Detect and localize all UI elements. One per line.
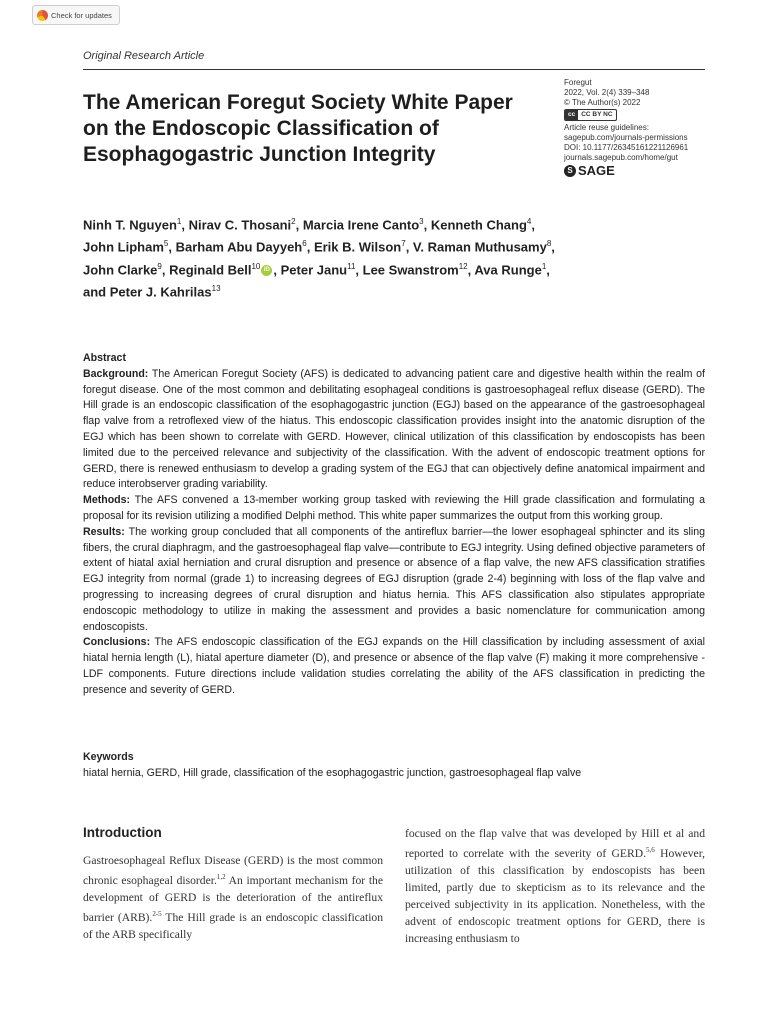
reuse-link[interactable]: sagepub.com/journals-permissions xyxy=(564,133,688,142)
intro-left-text-1: Gastroesophageal Reflux Disease (GERD) is the most common chronic esophageal disorder. xyxy=(83,854,383,887)
abstract xyxy=(83,351,705,699)
crossmark-icon xyxy=(37,10,48,21)
intro-right-text-1: focused on the flap valve that was developed by Hill et al and reported to correlate with the severity of GERD. xyxy=(405,827,705,860)
author-affiliation: 13 xyxy=(211,283,221,293)
keywords-text: hiatal hernia, GERD, Hill grade, classification of the esophagogastric junction, gastroesophageal flap valve xyxy=(83,766,582,779)
intro-left-text-3: The Hill grade is an endoscopic classification of the ARB specifically xyxy=(83,910,384,941)
author-affiliation: 2 xyxy=(291,217,296,226)
check-for-updates-badge[interactable] xyxy=(32,5,120,25)
conclusions-text: The AFS endoscopic classification of the EGJ expands on the Hill classification by including assessment of axial hiatal hernia length (L), hiatal aperture diameter (D), and presence or absence of the flap valve (F) making it more comprehensive - LDF components. Future directions include validation studies correlating the ability of the AFS classification in predicting the presence and severity of GERD. xyxy=(83,636,705,696)
author-affiliation: 3 xyxy=(419,217,424,226)
results-text: The working group concluded that all components of the antireflux barrier—the lower esophageal sphincter and its sling fibers, the crural diaphragm, and the gastroesophageal flap valve—contribute to EGJ integrity. Using defined objective parameters of extent of hiatal axial herniation and crural disruption and presence or absence of a flap valve, the new AFS classification stratifies EGJ integrity from normal (grade 1) to increasing degrees of EGJ disruption (grade 2-4) beginning with loss of the flap valve and progressing to increasing degrees of crural disruption and hiatus hernia. This AFS classification also stipulates appropriate endoscopic methodology to utilize in making the assessment and provides a basic nomenclature for communication among endoscopists. xyxy=(83,525,705,633)
author-affiliation: 1 xyxy=(541,261,547,271)
keywords-heading: Keywords xyxy=(83,751,134,763)
abstract-heading: Abstract xyxy=(83,352,126,364)
abstract-results xyxy=(83,525,705,636)
author-name[interactable]: V. Raman Muthusamy xyxy=(412,239,547,255)
author-affiliation: 5 xyxy=(163,239,169,249)
copyright: © The Author(s) 2022 xyxy=(564,98,641,107)
author-name[interactable]: Peter Janu xyxy=(280,261,348,277)
background-label: Background: xyxy=(83,367,149,380)
author-affiliation: 10 xyxy=(251,261,261,271)
author-name[interactable]: Ava Runge xyxy=(474,261,542,277)
author-name[interactable]: Reginald Bell xyxy=(169,261,252,277)
publisher-name: SAGE xyxy=(578,163,615,178)
methods-text: The AFS convened a 13-member working group tasked with reviewing the Hill grade classification and formulating a proposal for its revision utilizing a modified Delphi method. This white paper summarizes the output from this working group. xyxy=(83,494,705,522)
orcid-icon[interactable]: iD xyxy=(261,265,272,276)
intro-left-column xyxy=(83,852,383,943)
citation-ref[interactable]: 2-5 xyxy=(152,909,162,918)
intro-right-column xyxy=(405,825,705,947)
author-affiliation: 8 xyxy=(546,239,552,249)
article-title: The American Foregut Society White Paper on the Endoscopic Classification of Esophagogastric Junction Integrity xyxy=(83,91,513,166)
doi-link[interactable]: DOI: 10.1177/26345161221126961 xyxy=(564,143,689,152)
citation-ref[interactable]: 5,6 xyxy=(646,846,655,854)
intro-right-text-2: However, utilization of this classification by endoscopists has been limited, partly due to skepticism as to its relevance and the perceived subjectivity in its application. Nonetheless, with the advent of endoscopic treatment options for GERD, there is increasing enthusiasm to xyxy=(405,846,705,945)
author-list: Ninh T. Nguyen$^1$, Nirav C. Thosani$^2$, Marcia Irene Canto$^3$, Kenneth Chang$^4$, John Lipham$^5$, Barham Abu Dayyeh$^6$, Erik B. Wilson$^7$, V. Raman Muthusamy$^8$, John Clarke$^9$, Reginald Bell$^{10}$ iD , Peter Janu$^{11}$, Lee Swanstrom$^{12}$, Ava Runge$^1$, and Peter J. Kahrilas$^{13}$ xyxy=(83,217,555,300)
journal-issue: 2022, Vol. 2(4) 339–348 xyxy=(564,88,650,97)
sage-logo xyxy=(564,165,714,177)
author-affiliation: 1 xyxy=(176,217,182,226)
author-name[interactable]: Kenneth Chang xyxy=(430,217,527,233)
header-rule xyxy=(83,69,705,70)
journal-meta xyxy=(564,78,714,177)
author-affiliation: 6 xyxy=(302,239,307,249)
author-affiliation: 4 xyxy=(526,217,532,226)
conclusions-label: Conclusions: xyxy=(83,636,151,649)
background-text: The American Foregut Society (AFS) is dedicated to advancing patient care and digestive health within the realm of foregut disease. One of the most common and debilitating esophageal conditions is gastroesophageal reflux disease (GERD). The Hill grade is an endoscopic classification of the esophagogastric junction (EGJ) based on the appearance of the gastroesophageal flap valve from a retroflexed view of the hiatus. This endoscopic classification provides insight into the anatomic disruption of the EGJ which has been shown to correlate with GERD. However, clinical utilization of this classification by endoscopists has been limited due to the perceived relevance and subjectivity of the classification. With the advent of endoscopic treatment options for GERD, there is renewed enthusiasm to develop a grading system of the EGJ that can objectively define anatomical impairment and reduce interobserver grading variability. xyxy=(83,367,705,491)
author-affiliation: 11 xyxy=(347,261,356,271)
cc-icon: cc xyxy=(565,110,578,120)
author-name[interactable]: John Clarke xyxy=(83,261,158,277)
keywords xyxy=(83,750,705,782)
author-name[interactable]: Lee Swanstrom xyxy=(362,261,459,277)
methods-label: Methods: xyxy=(83,494,131,507)
author-name[interactable]: Ninh T. Nguyen xyxy=(83,217,177,233)
article-type: Original Research Article xyxy=(83,50,205,62)
citation-ref[interactable]: 1,2 xyxy=(216,873,226,881)
abstract-conclusions xyxy=(83,635,705,698)
license-label: CC BY NC xyxy=(581,111,613,118)
introduction-heading: Introduction xyxy=(83,825,162,840)
author-name[interactable]: Erik B. Wilson xyxy=(313,239,402,255)
author-affiliation: 12 xyxy=(458,261,468,271)
check-for-updates-label: Check for updates xyxy=(51,10,112,20)
intro-left-text-2: An important mechanism for the development of GERD is the deterioration of the antireflux barrier (ARB). xyxy=(83,873,383,924)
reuse-label: Article reuse guidelines: xyxy=(564,123,649,132)
journal-name: Foregut xyxy=(564,78,592,87)
abstract-methods xyxy=(83,493,705,525)
author-affiliation: 9 xyxy=(157,261,162,271)
author-name[interactable]: Nirav C. Thosani xyxy=(188,217,292,233)
author-affiliation: 7 xyxy=(401,239,406,249)
author-name[interactable]: John Lipham xyxy=(83,239,164,255)
journal-site-link[interactable]: journals.sagepub.com/home/gut xyxy=(564,153,678,162)
author-name[interactable]: Marcia Irene Canto xyxy=(302,217,420,233)
abstract-background xyxy=(83,367,705,493)
cc-license-badge[interactable] xyxy=(564,109,617,121)
author-name[interactable]: Peter J. Kahrilas xyxy=(109,284,212,300)
author-name[interactable]: Barham Abu Dayyeh xyxy=(175,239,303,255)
sage-mark-icon: S xyxy=(564,165,576,177)
results-label: Results: xyxy=(83,525,125,538)
